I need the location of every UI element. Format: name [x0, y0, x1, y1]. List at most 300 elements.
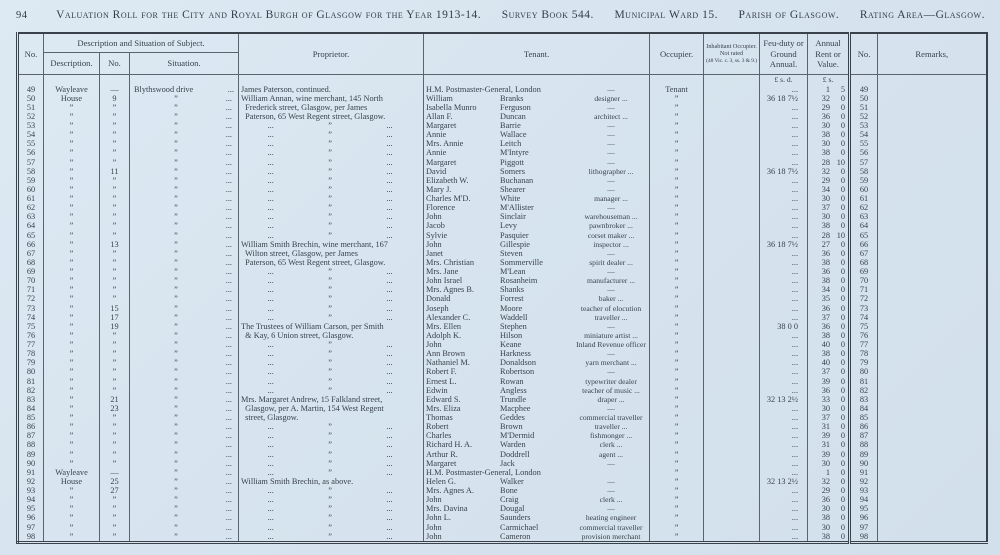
cell-feu-duty: 36 18 7½ — [760, 240, 808, 249]
proprietor-ditto: ” — [328, 486, 332, 496]
cell-feu-duty: ... — [760, 185, 808, 194]
cell-house-number: ” — [100, 331, 130, 340]
situation-text: ” — [174, 157, 178, 167]
proprietor-ditto: ... — [267, 166, 274, 176]
cell-row-number-right: 61 — [850, 194, 878, 203]
table-row — [18, 121, 987, 130]
proprietor-ditto: ” — [328, 367, 332, 377]
cell-tenant — [424, 203, 650, 212]
units-annual-rent: £ s. — [808, 74, 850, 85]
table-row — [18, 194, 987, 203]
cell-proprietor — [239, 486, 424, 495]
situation-text: ” — [174, 312, 178, 322]
cell-proprietor — [239, 340, 424, 349]
table-row — [18, 158, 987, 167]
table-row — [18, 532, 987, 543]
rent-shillings: 0 — [840, 166, 846, 176]
table-row — [18, 386, 987, 395]
tenant-forename: Nathaniel M. — [426, 358, 470, 368]
situation-text: ” — [174, 330, 178, 340]
table-row — [18, 477, 987, 486]
cell-occupier: ” — [650, 349, 704, 358]
cell-remarks — [878, 468, 987, 477]
rent-shillings: 0 — [840, 495, 846, 505]
rent-shillings: 0 — [840, 358, 846, 368]
cell-proprietor — [239, 358, 424, 367]
units-cell-blank — [18, 74, 44, 85]
cell-house-number: ” — [100, 532, 130, 543]
situation-text: ” — [174, 476, 178, 486]
cell-proprietor — [239, 304, 424, 313]
units-cell-blank — [239, 74, 424, 85]
situation-text: ” — [174, 194, 178, 204]
column-header-annual-rent: Annual Rent or Value. — [808, 33, 850, 74]
cell-situation — [130, 495, 239, 504]
cell-row-number: 77 — [18, 340, 44, 349]
cell-row-number-right: 52 — [850, 112, 878, 121]
cell-annual-rent — [808, 267, 850, 276]
cell-remarks — [878, 139, 987, 148]
cell-proprietor — [239, 523, 424, 532]
rent-pounds: 31 — [821, 422, 831, 432]
cell-inhabitant-occupier — [704, 139, 760, 148]
tenant-occupation: — — [607, 175, 615, 185]
tenant-occupation: — — [607, 130, 615, 140]
cell-row-number-right: 63 — [850, 212, 878, 221]
column-header-house-no: No. — [100, 52, 130, 74]
proprietor-ditto: ” — [328, 340, 332, 350]
cell-proprietor — [239, 495, 424, 504]
tenant-occupation: — — [607, 367, 615, 377]
cell-occupier: ” — [650, 130, 704, 139]
proprietor-ditto: ... — [386, 422, 393, 432]
municipal-ward-label: Municipal Ward 15. — [614, 9, 718, 21]
cell-description: ” — [44, 313, 100, 322]
cell-situation — [130, 340, 239, 349]
cell-occupier: ” — [650, 276, 704, 285]
cell-row-number-right: 77 — [850, 340, 878, 349]
cell-description: ” — [44, 413, 100, 422]
tenant-occupation: — — [607, 121, 615, 131]
cell-proprietor — [239, 440, 424, 449]
cell-remarks — [878, 85, 987, 94]
cell-annual-rent — [808, 340, 850, 349]
situation-dots: ... — [227, 84, 234, 94]
tenant-forename: Annie — [426, 130, 447, 140]
tenant-surname: Pasquier — [500, 230, 529, 240]
table-row — [18, 313, 987, 322]
cell-row-number: 89 — [18, 450, 44, 459]
situation-text: ” — [174, 440, 178, 450]
cell-feu-duty: ... — [760, 486, 808, 495]
tenant-surname: Geddes — [500, 413, 525, 423]
cell-situation — [130, 194, 239, 203]
cell-row-number: 54 — [18, 130, 44, 139]
tenant-surname: Donaldson — [500, 358, 536, 368]
cell-occupier: ” — [650, 468, 704, 477]
cell-row-number: 94 — [18, 495, 44, 504]
rent-pounds: 36 — [821, 495, 831, 505]
proprietor-ditto: ... — [386, 458, 393, 468]
cell-occupier: ” — [650, 358, 704, 367]
tenant-forename: Margaret — [426, 458, 457, 468]
tenant-surname: M'Dermid — [500, 431, 535, 441]
rent-shillings: 0 — [840, 267, 846, 277]
rent-shillings: 0 — [840, 139, 846, 149]
table-header — [18, 33, 987, 74]
proprietor-ditto: ... — [267, 385, 274, 395]
proprietor-ditto: ... — [386, 513, 393, 523]
proprietor-ditto: ... — [267, 486, 274, 496]
situation-text: ” — [174, 449, 178, 459]
cell-row-number: 79 — [18, 358, 44, 367]
cell-inhabitant-occupier — [704, 231, 760, 240]
cell-proprietor: Mrs. Margaret Andrew, 15 Falkland street, — [239, 395, 424, 404]
cell-house-number: ” — [100, 413, 130, 422]
proprietor-ditto: ... — [386, 431, 393, 441]
proprietor-ditto: ... — [267, 376, 274, 386]
cell-house-number: ” — [100, 112, 130, 121]
table-row — [18, 167, 987, 176]
units-cell-blank — [850, 74, 878, 85]
rent-pounds: 28 — [821, 157, 831, 167]
cell-description: Wayleave — [44, 85, 100, 94]
table-row — [18, 349, 987, 358]
cell-annual-rent — [808, 130, 850, 139]
tenant-surname: Warden — [500, 440, 526, 450]
tenant-forename: John L. — [426, 513, 451, 523]
cell-situation — [130, 276, 239, 285]
table-row — [18, 377, 987, 386]
situation-dots: ... — [225, 203, 232, 213]
units-cell-blank — [424, 74, 650, 85]
cell-row-number: 67 — [18, 249, 44, 258]
table-row — [18, 431, 987, 440]
tenant-surname: Branks — [500, 93, 524, 103]
rent-pounds: 30 — [821, 194, 831, 204]
cell-description: ” — [44, 386, 100, 395]
proprietor-ditto: ... — [386, 285, 393, 295]
rent-pounds: 29 — [821, 102, 831, 112]
rent-pounds: 32 — [821, 166, 831, 176]
situation-text: ” — [174, 413, 178, 423]
proprietor-ditto: ” — [328, 230, 332, 240]
rent-shillings: 0 — [840, 385, 846, 395]
cell-feu-duty: ... — [760, 148, 808, 157]
cell-annual-rent — [808, 103, 850, 112]
cell-annual-rent — [808, 167, 850, 176]
tenant-forename: Alexander C. — [426, 312, 471, 322]
tenant-surname: Jack — [500, 458, 515, 468]
cell-proprietor — [239, 139, 424, 148]
proprietor-ditto: ... — [386, 504, 393, 514]
proprietor-ditto: ... — [386, 267, 393, 277]
table-row — [18, 258, 987, 267]
tenant-surname: Robertson — [500, 367, 535, 377]
cell-proprietor: William Smith Brechin, wine merchant, 167 — [239, 240, 424, 249]
cell-annual-rent — [808, 532, 850, 543]
cell-annual-rent — [808, 139, 850, 148]
units-cell-blank — [100, 74, 130, 85]
cell-house-number: ” — [100, 367, 130, 376]
proprietor-ditto: ... — [267, 531, 274, 541]
situation-dots: ... — [225, 367, 232, 377]
proprietor-ditto: ... — [386, 230, 393, 240]
cell-tenant — [424, 340, 650, 349]
cell-inhabitant-occupier — [704, 276, 760, 285]
proprietor-ditto: ... — [267, 267, 274, 277]
table-row — [18, 468, 987, 477]
cell-annual-rent — [808, 413, 850, 422]
cell-remarks — [878, 231, 987, 240]
tenant-surname: Forrest — [500, 294, 524, 304]
cell-annual-rent — [808, 431, 850, 440]
table-row — [18, 395, 987, 404]
cell-row-number-right: 55 — [850, 139, 878, 148]
proprietor-ditto: ” — [328, 157, 332, 167]
proprietor-ditto: ” — [328, 148, 332, 158]
cell-proprietor: Paterson, 65 West Regent street, Glasgow. — [239, 112, 424, 121]
situation-text: ” — [174, 102, 178, 112]
cell-situation — [130, 322, 239, 331]
cell-inhabitant-occupier — [704, 176, 760, 185]
cell-row-number-right: 91 — [850, 468, 878, 477]
cell-inhabitant-occupier — [704, 121, 760, 130]
proprietor-ditto: ” — [328, 294, 332, 304]
proprietor-ditto: ... — [267, 504, 274, 514]
proprietor-ditto: ... — [267, 203, 274, 213]
cell-remarks — [878, 477, 987, 486]
cell-proprietor: Glasgow, per A. Martin, 154 West Regent — [239, 404, 424, 413]
proprietor-ditto: ... — [386, 340, 393, 350]
tenant-occupation: spirit dealer ... — [589, 257, 633, 267]
situation-text: ” — [174, 376, 178, 386]
cell-tenant — [424, 367, 650, 376]
cell-row-number-right: 84 — [850, 404, 878, 413]
cell-proprietor — [239, 313, 424, 322]
cell-house-number: 25 — [100, 477, 130, 486]
situation-text: ” — [174, 367, 178, 377]
rent-pounds: 30 — [821, 139, 831, 149]
situation-dots: ... — [225, 413, 232, 423]
tenant-forename: Margaret — [426, 121, 457, 131]
rent-pounds: 38 — [821, 130, 831, 140]
cell-remarks — [878, 148, 987, 157]
situation-dots: ... — [225, 111, 232, 121]
cell-annual-rent — [808, 176, 850, 185]
cell-row-number-right: 95 — [850, 504, 878, 513]
rent-shillings: 0 — [840, 285, 846, 295]
cell-house-number: 13 — [100, 240, 130, 249]
cell-situation — [130, 331, 239, 340]
cell-annual-rent — [808, 258, 850, 267]
proprietor-ditto: ... — [386, 349, 393, 359]
cell-row-number-right: 54 — [850, 130, 878, 139]
situation-dots: ... — [225, 230, 232, 240]
proprietor-ditto: ” — [328, 175, 332, 185]
cell-house-number: ” — [100, 249, 130, 258]
cell-tenant — [424, 276, 650, 285]
cell-remarks — [878, 221, 987, 230]
situation-dots: ... — [225, 267, 232, 277]
tenant-occupation: — — [607, 504, 615, 514]
column-header-occupier: Occupier. — [650, 33, 704, 74]
tenant-forename: William — [426, 93, 453, 103]
situation-text: ” — [174, 257, 178, 267]
cell-remarks — [878, 185, 987, 194]
cell-remarks — [878, 194, 987, 203]
cell-row-number: 92 — [18, 477, 44, 486]
tenant-occupation: manufacturer ... — [586, 276, 636, 286]
situation-text: ” — [174, 431, 178, 441]
cell-row-number: 82 — [18, 386, 44, 395]
column-header-inhabitant-occupier — [704, 33, 760, 74]
cell-occupier: ” — [650, 459, 704, 468]
situation-dots: ... — [225, 294, 232, 304]
cell-inhabitant-occupier — [704, 440, 760, 449]
rent-pounds: 1 — [825, 467, 831, 477]
cell-house-number: ” — [100, 504, 130, 513]
units-feu-duty: £ s. d. — [760, 74, 808, 85]
rent-pounds: 39 — [821, 431, 831, 441]
cell-situation — [130, 221, 239, 230]
cell-annual-rent — [808, 112, 850, 121]
cell-row-number-right: 89 — [850, 450, 878, 459]
tenant-surname: Gillespie — [500, 239, 530, 249]
situation-dots: ... — [225, 458, 232, 468]
tenant-occupation: commercial traveller — [579, 413, 643, 423]
cell-description: ” — [44, 130, 100, 139]
cell-row-number: 78 — [18, 349, 44, 358]
table-row — [18, 440, 987, 449]
cell-occupier: ” — [650, 386, 704, 395]
cell-feu-duty: ... — [760, 130, 808, 139]
cell-row-number-right: 81 — [850, 377, 878, 386]
cell-house-number: ” — [100, 231, 130, 240]
units-row — [18, 74, 987, 85]
rent-shillings: 0 — [840, 303, 846, 313]
proprietor-ditto: ... — [267, 139, 274, 149]
cell-feu-duty: 38 0 0 — [760, 322, 808, 331]
proprietor-ditto: ... — [386, 148, 393, 158]
cell-row-number: 73 — [18, 304, 44, 313]
cell-situation — [130, 304, 239, 313]
situation-text: ” — [174, 267, 178, 277]
cell-house-number: 19 — [100, 322, 130, 331]
situation-dots: ... — [225, 422, 232, 432]
cell-tenant — [424, 185, 650, 194]
cell-remarks — [878, 240, 987, 249]
cell-feu-duty: ... — [760, 194, 808, 203]
proprietor-ditto: ” — [328, 221, 332, 231]
cell-tenant — [424, 158, 650, 167]
cell-situation — [130, 395, 239, 404]
cell-feu-duty: ... — [760, 349, 808, 358]
rent-shillings: 0 — [840, 431, 846, 441]
cell-occupier: ” — [650, 477, 704, 486]
cell-row-number-right: 87 — [850, 431, 878, 440]
proprietor-ditto: ... — [386, 203, 393, 213]
cell-description: ” — [44, 103, 100, 112]
proprietor-ditto: ... — [267, 458, 274, 468]
proprietor-ditto: ” — [328, 458, 332, 468]
situation-dots: ... — [225, 121, 232, 131]
cell-row-number: 91 — [18, 468, 44, 477]
cell-feu-duty: ... — [760, 139, 808, 148]
cell-row-number-right: 66 — [850, 240, 878, 249]
cell-tenant — [424, 313, 650, 322]
valuation-table — [16, 32, 988, 544]
situation-dots: ... — [225, 148, 232, 158]
cell-feu-duty: 36 18 7½ — [760, 167, 808, 176]
rent-pounds: 36 — [821, 321, 831, 331]
rent-shillings: 0 — [840, 449, 846, 459]
cell-remarks — [878, 513, 987, 522]
situation-dots: ... — [225, 495, 232, 505]
proprietor-ditto: ” — [328, 522, 332, 532]
tenant-forename: Isabella Munro — [426, 102, 477, 112]
cell-description: ” — [44, 358, 100, 367]
cell-remarks — [878, 450, 987, 459]
proprietor-ditto: ... — [386, 358, 393, 368]
cell-feu-duty: ... — [760, 276, 808, 285]
cell-feu-duty: ... — [760, 422, 808, 431]
cell-remarks — [878, 158, 987, 167]
cell-annual-rent — [808, 240, 850, 249]
cell-inhabitant-occupier — [704, 203, 760, 212]
cell-situation — [130, 85, 239, 94]
tenant-occupation: — — [607, 102, 615, 112]
tenant-forename: H.M. Postmaster-General, London — [426, 467, 541, 477]
cell-remarks — [878, 422, 987, 431]
cell-description: ” — [44, 304, 100, 313]
cell-occupier: ” — [650, 121, 704, 130]
cell-situation — [130, 313, 239, 322]
proprietor-ditto: ” — [328, 139, 332, 149]
proprietor-ditto: ” — [328, 431, 332, 441]
cell-occupier: ” — [650, 340, 704, 349]
cell-description: ” — [44, 285, 100, 294]
table-row — [18, 322, 987, 331]
table-row — [18, 422, 987, 431]
cell-description: ” — [44, 404, 100, 413]
rent-pounds: 39 — [821, 376, 831, 386]
cell-proprietor — [239, 158, 424, 167]
cell-inhabitant-occupier — [704, 322, 760, 331]
cell-annual-rent — [808, 285, 850, 294]
situation-text: ” — [174, 111, 178, 121]
cell-remarks — [878, 276, 987, 285]
situation-dots: ... — [225, 157, 232, 167]
proprietor-ditto: ” — [328, 495, 332, 505]
cell-feu-duty: ... — [760, 176, 808, 185]
tenant-surname: Carmichael — [500, 522, 539, 532]
cell-tenant — [424, 176, 650, 185]
situation-text: ” — [174, 184, 178, 194]
cell-annual-rent — [808, 504, 850, 513]
cell-house-number: — — [100, 468, 130, 477]
situation-text: ” — [174, 495, 178, 505]
rent-shillings: 0 — [840, 294, 846, 304]
cell-tenant — [424, 258, 650, 267]
cell-situation — [130, 404, 239, 413]
tenant-occupation: — — [607, 321, 615, 331]
proprietor-ditto: ... — [386, 166, 393, 176]
cell-row-number: 85 — [18, 413, 44, 422]
rent-pounds: 36 — [821, 248, 831, 258]
cell-remarks — [878, 167, 987, 176]
rent-shillings: 0 — [840, 394, 846, 404]
